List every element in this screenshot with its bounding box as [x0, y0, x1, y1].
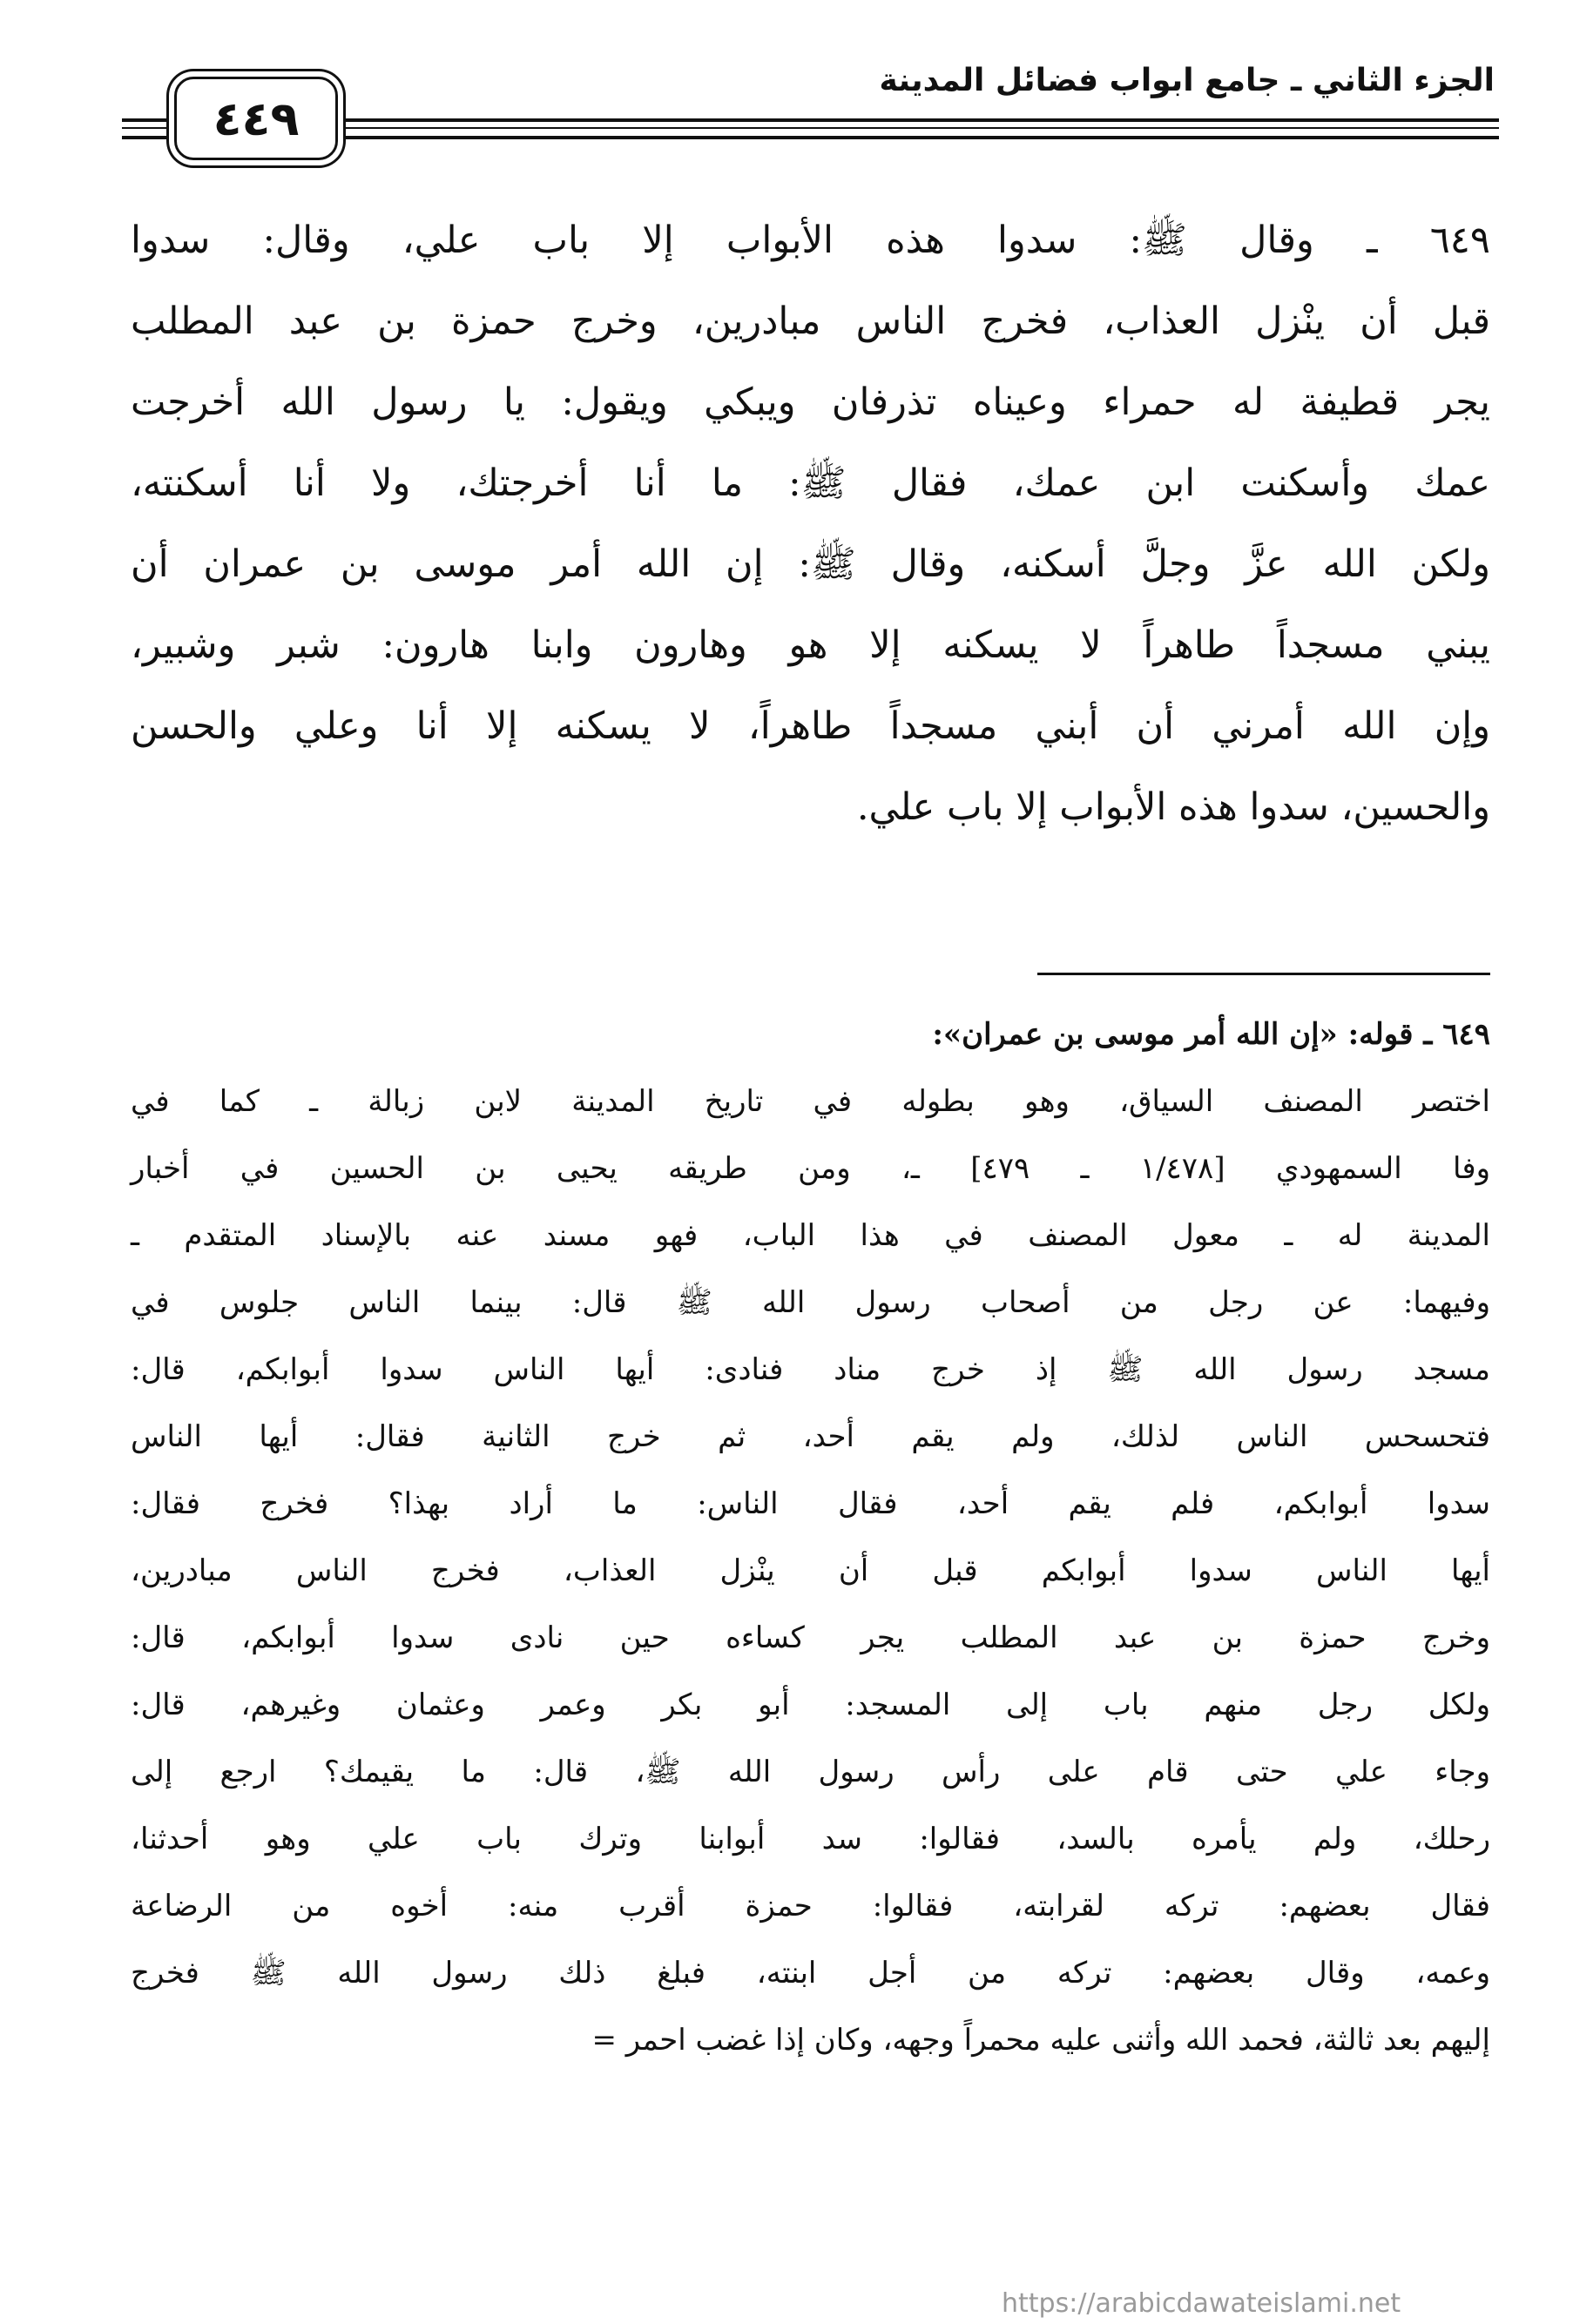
footnote: [131, 1001, 1490, 2074]
text-line: وإن الله أمرني أن أبني مسجداً طاهراً، لا يسكنه إلا أنا وعلي والحسن: [131, 704, 1490, 748]
footnote-line: وعمه، وقال بعضهم: تركه من أجل ابنته، فبلغ ذلك رسول الله ﷺ فخرج: [131, 1956, 1490, 1991]
text-line: يجر قطيفة له حمراء وعيناه تذرفان ويبكي ويقول: يا رسول الله أخرجت: [131, 381, 1490, 424]
footnote-separator: [1037, 973, 1490, 975]
main-text: [131, 200, 1490, 848]
footnote-line: وخرج حمزة بن عبد المطلب يجر كساءه حين نادى سدوا أبوابكم، قال:: [131, 1620, 1490, 1655]
footnote-line: وفا السمهودي [١/٤٧٨ ـ ٤٧٩] ـ، ومن طريقه يحيى بن الحسين في أخبار: [131, 1151, 1490, 1186]
text-line: يبني مسجداً طاهراً لا يسكنه إلا هو وهارون وابنا هارون: شبر وشبير،: [131, 623, 1490, 667]
page-number: ٤٤٩: [174, 77, 338, 160]
watermark-url: https://arabicdawateislami.net: [1002, 2288, 1401, 2319]
footnote-line: ولكل رجل منهم باب إلى المسجد: أبو بكر وعمر وعثمان وغيرهم، قال:: [131, 1687, 1490, 1722]
text-line: ٦٤٩ ـ وقال ﷺ: سدوا هذه الأبواب إلا باب علي، وقال: سدوا: [131, 219, 1490, 262]
text-line: والحسين، سدوا هذه الأبواب إلا باب علي.: [856, 785, 1490, 829]
footnote-line: فقال بعضهم: تركه لقرابته، فقالوا: حمزة أقرب منه: أخوه من الرضاعة: [131, 1889, 1490, 1923]
text-line: قبل أن ينْزل العذاب، فخرج الناس مبادرين، وخرج حمزة بن عبد المطلب: [131, 300, 1490, 343]
footnote-line: اختصر المصنف السياق، وهو بطوله في تاريخ المدينة لابن زبالة ـ كما في: [131, 1084, 1490, 1119]
footnote-line: مسجد رسول الله ﷺ إذ خرج مناد فنادى: أيها الناس سدوا أبوابكم، قال:: [131, 1352, 1490, 1387]
footnote-line: المدينة له ـ معول المصنف في هذا الباب، فهو مسند عنه بالإسناد المتقدم ـ: [131, 1218, 1490, 1253]
footnote-line: رحلك، ولم يأمره بالسد، فقالوا: سد أبوابنا وترك باب علي وهو أحدثنا،: [131, 1822, 1490, 1856]
text-line: عمك وأسكنت ابن عمك، فقال ﷺ: ما أنا أخرجتك، ولا أنا أسكنته،: [131, 461, 1490, 505]
running-title: الجزء الثاني ـ جامع ابواب فضائل المدينة: [879, 63, 1495, 98]
footnote-line: فتحسحس الناس لذلك، ولم يقم أحد، ثم خرج الثانية فقال: أيها الناس: [131, 1419, 1490, 1454]
footnote-line: وفيهما: عن رجل من أصحاب رسول الله ﷺ قال: بينما الناس جلوس في: [131, 1285, 1490, 1320]
footnote-line: سدوا أبوابكم، فلم يقم أحد، فقال الناس: ما أراد بهذا؟ فخرج فقال:: [131, 1486, 1490, 1521]
footnote-heading: ٦٤٩ ـ قوله: «إن الله أمر موسى بن عمران»:: [932, 1017, 1490, 1052]
footnote-line: أيها الناس سدوا أبوابكم قبل أن ينْزل العذاب، فخرج الناس مبادرين،: [131, 1553, 1490, 1588]
footnote-line: إليهم بعد ثالثة، فحمد الله وأثنى عليه محمراً وجهه، وكان إذا غضب احمر =: [591, 2023, 1490, 2058]
text-line: ولكن الله عزَّ وجلَّ أسكنه، وقال ﷺ: إن الله أمر موسى بن عمران أن: [131, 542, 1490, 586]
footnote-line: وجاء علي حتى قام على رأس رسول الله ﷺ، قال: ما يقيمك؟ ارجع إلى: [131, 1755, 1490, 1789]
